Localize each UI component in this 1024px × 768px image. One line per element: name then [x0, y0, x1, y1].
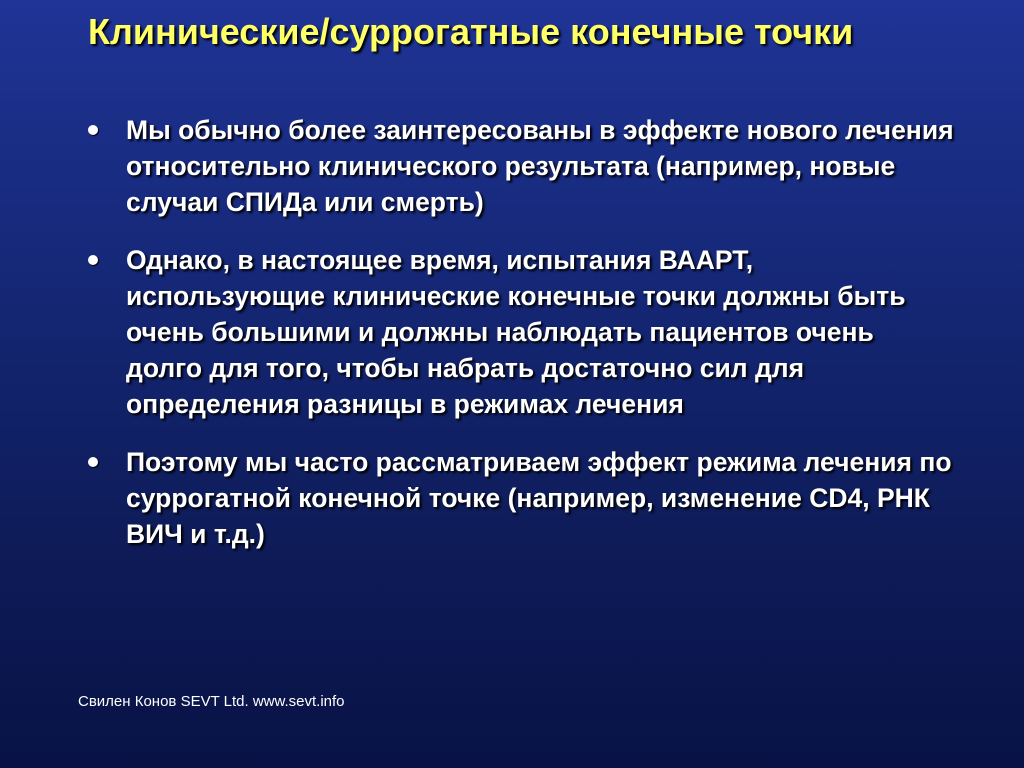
bullet-text: Однако, в настоящее время, испытания ВААРТ, использующие клинические конечные точки должны быть очень большими и должны наблюдать пациентов очень долго для того, чтобы набрать достаточно сил для определения разницы в режимах лечения: [126, 245, 906, 419]
bullet-text: Мы обычно более заинтересованы в эффекте нового лечения относительно клинического результата (например, новые случаи СПИДа или смерть): [126, 115, 954, 217]
bullet-dot-icon: [88, 255, 98, 265]
slide-title: Клинические/суррогатные конечные точки: [88, 11, 854, 52]
bullet-list: [0, 112, 1024, 574]
bullet-dot-icon: [88, 125, 98, 135]
slide-footer: Свилен Конов SEVT Ltd. www.sevt.info: [78, 693, 345, 710]
bullet-text: Поэтому мы часто рассматриваем эффект режима лечения по суррогатной конечной точке (например, изменение CD4, РНК ВИЧ и т.д.): [126, 447, 952, 549]
bullet-item: [0, 444, 956, 552]
bullet-item: [0, 242, 956, 422]
bullet-item: [0, 112, 956, 220]
bullet-dot-icon: [88, 457, 98, 467]
